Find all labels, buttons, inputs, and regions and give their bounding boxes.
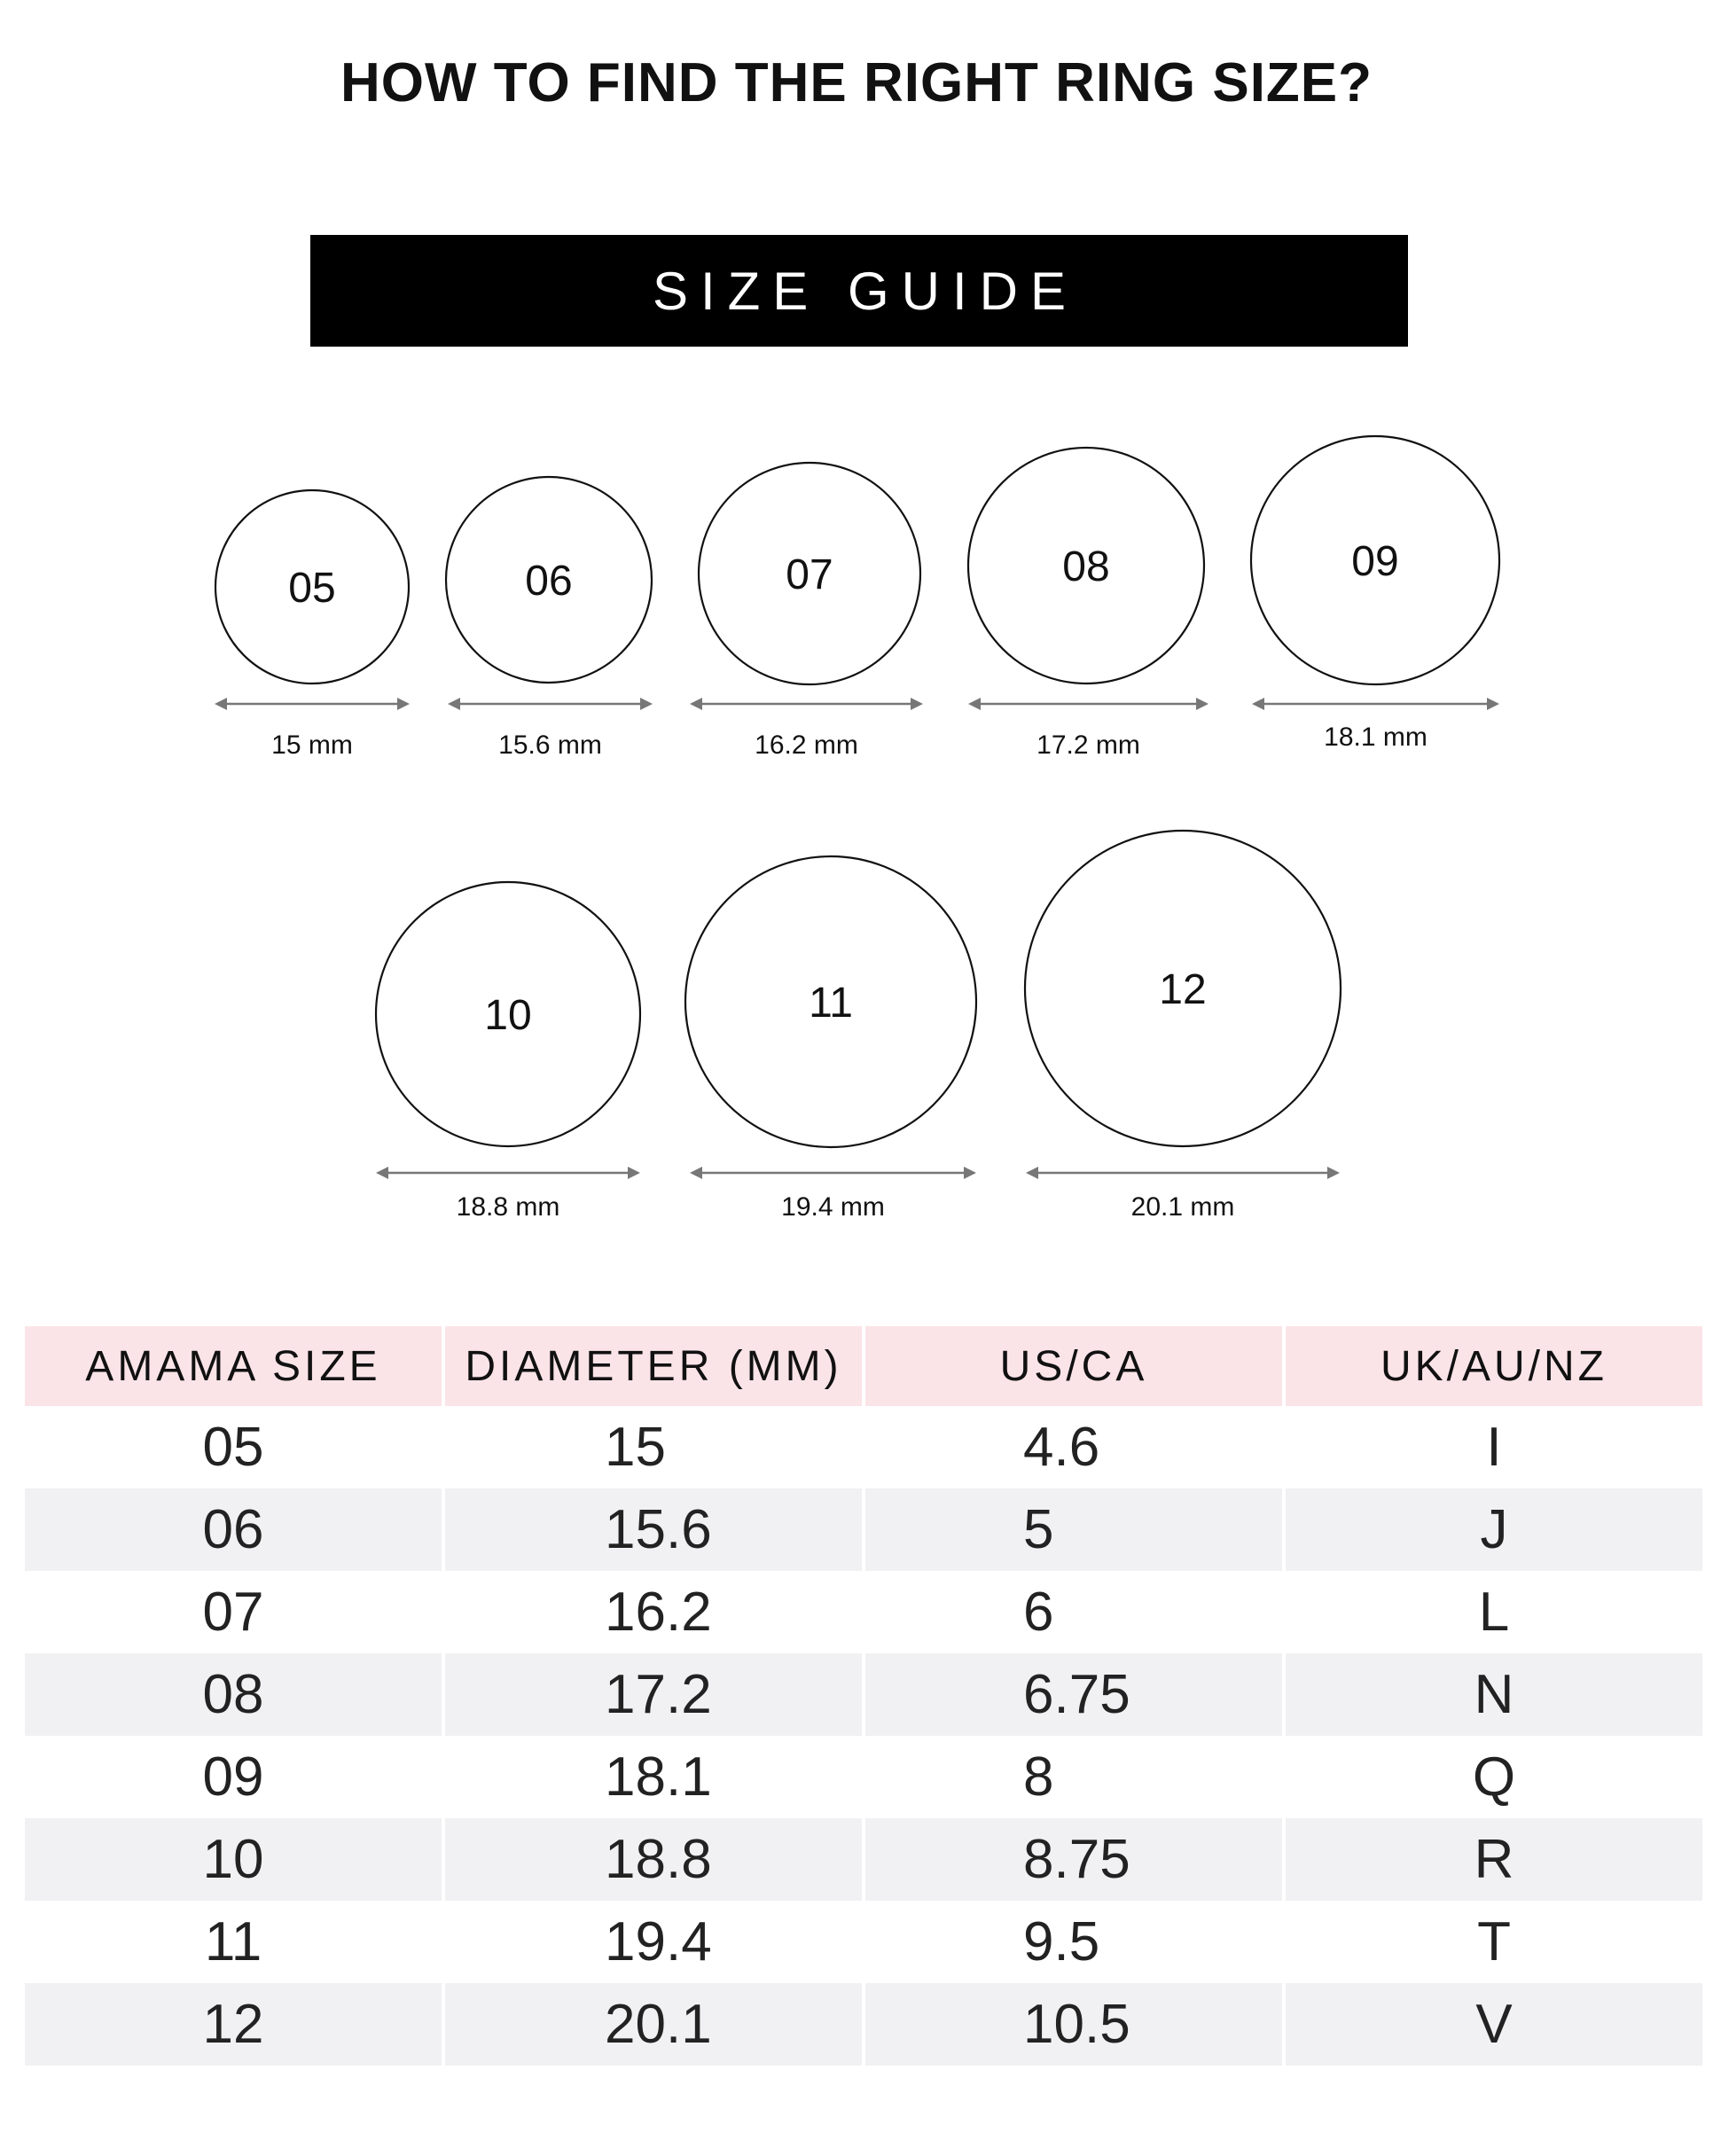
diameter-arrow <box>1026 1167 1340 1179</box>
ring-09 <box>1251 436 1499 752</box>
ring-12 <box>1025 831 1341 1222</box>
cell-diameter: 18.8 <box>445 1818 862 1901</box>
ring-06 <box>446 477 653 760</box>
ring-size-number: 12 <box>1159 966 1207 1013</box>
diameter-label: 16.2 mm <box>755 730 858 760</box>
cell-amama-size: 06 <box>25 1488 442 1571</box>
ring-size-table <box>21 1326 1706 2066</box>
table-row <box>25 1406 1702 1488</box>
cell-amama-size: 07 <box>202 1582 264 1643</box>
table-row <box>25 1571 1702 1653</box>
cell-amama-size: 09 <box>202 1746 264 1808</box>
cell-amama-size: 11 <box>204 1911 262 1972</box>
header-uk-au-nz: UK/AU/NZ <box>1286 1326 1702 1406</box>
cell-amama-size: 10 <box>25 1818 442 1901</box>
cell-uk-au-nz: T <box>1477 1911 1511 1972</box>
ring-08 <box>968 448 1208 760</box>
cell-uk-au-nz: I <box>1486 1417 1502 1478</box>
table-header-row <box>25 1326 1702 1406</box>
diameter-label: 18.8 mm <box>456 1192 560 1222</box>
cell-diameter: 17.2 <box>445 1653 862 1736</box>
cell-uk-au-nz: V <box>1286 1983 1702 2066</box>
cell-uk-au-nz: N <box>1286 1653 1702 1736</box>
table-row <box>25 1736 1702 1818</box>
cell-amama-size: 05 <box>202 1417 264 1478</box>
header-us-ca: US/CA <box>865 1326 1282 1406</box>
diameter-arrow <box>968 698 1208 710</box>
ring-size-number: 06 <box>525 558 573 605</box>
cell-us-ca: 8.75 <box>865 1818 1282 1901</box>
cell-us-ca: 4.6 <box>1023 1417 1100 1478</box>
diameter-label: 17.2 mm <box>1036 730 1140 760</box>
cell-amama-size: 08 <box>25 1653 442 1736</box>
ring-11 <box>685 856 976 1222</box>
ring-size-number: 10 <box>484 992 532 1039</box>
cell-diameter: 19.4 <box>605 1911 712 1972</box>
ring-07 <box>690 463 923 760</box>
cell-us-ca: 9.5 <box>1023 1911 1100 1972</box>
page-title: HOW TO FIND THE RIGHT RING SIZE? <box>340 52 1373 113</box>
diameter-arrow <box>1252 698 1499 710</box>
ring-10 <box>376 882 640 1222</box>
ring-size-number: 07 <box>786 551 833 598</box>
cell-diameter: 20.1 <box>445 1983 862 2066</box>
diameter-arrow <box>690 1167 976 1179</box>
size-guide-banner-label: SIZE GUIDE <box>652 261 1079 321</box>
diameter-label: 19.4 mm <box>781 1192 885 1222</box>
ring-size-number: 08 <box>1062 543 1110 590</box>
header-amama-size: AMAMA SIZE <box>25 1326 442 1406</box>
diameter-label: 18.1 mm <box>1324 723 1428 752</box>
table-row <box>25 1488 1702 1571</box>
table-row <box>25 1653 1702 1736</box>
cell-diameter: 15.6 <box>445 1488 862 1571</box>
table-row <box>25 1901 1702 1983</box>
cell-uk-au-nz: Q <box>1472 1746 1516 1808</box>
cell-amama-size: 12 <box>25 1983 442 2066</box>
diameter-label: 15.6 mm <box>498 730 602 760</box>
cell-us-ca: 6 <box>1023 1582 1054 1643</box>
table-row <box>25 1818 1702 1901</box>
ring-size-number: 11 <box>809 980 853 1027</box>
cell-uk-au-nz: L <box>1478 1582 1510 1643</box>
cell-us-ca: 10.5 <box>865 1983 1282 2066</box>
cell-uk-au-nz: J <box>1286 1488 1702 1571</box>
cell-us-ca: 6.75 <box>865 1653 1282 1736</box>
ring-size-number: 05 <box>288 565 336 612</box>
cell-us-ca: 8 <box>1023 1746 1054 1808</box>
ring-05 <box>215 490 410 760</box>
diameter-label: 20.1 mm <box>1130 1192 1235 1222</box>
diameter-arrow <box>448 698 653 710</box>
cell-diameter: 15 <box>605 1417 666 1478</box>
table-row <box>25 1983 1702 2066</box>
cell-uk-au-nz: R <box>1286 1818 1702 1901</box>
cell-us-ca: 5 <box>865 1488 1282 1571</box>
diameter-label: 15 mm <box>271 730 353 760</box>
cell-diameter: 16.2 <box>605 1582 712 1643</box>
header-diameter: DIAMETER (MM) <box>445 1326 862 1406</box>
diameter-arrow <box>215 698 410 710</box>
ring-size-number: 09 <box>1351 538 1399 585</box>
diameter-arrow <box>690 698 923 710</box>
diameter-arrow <box>376 1167 640 1179</box>
cell-diameter: 18.1 <box>605 1746 712 1808</box>
